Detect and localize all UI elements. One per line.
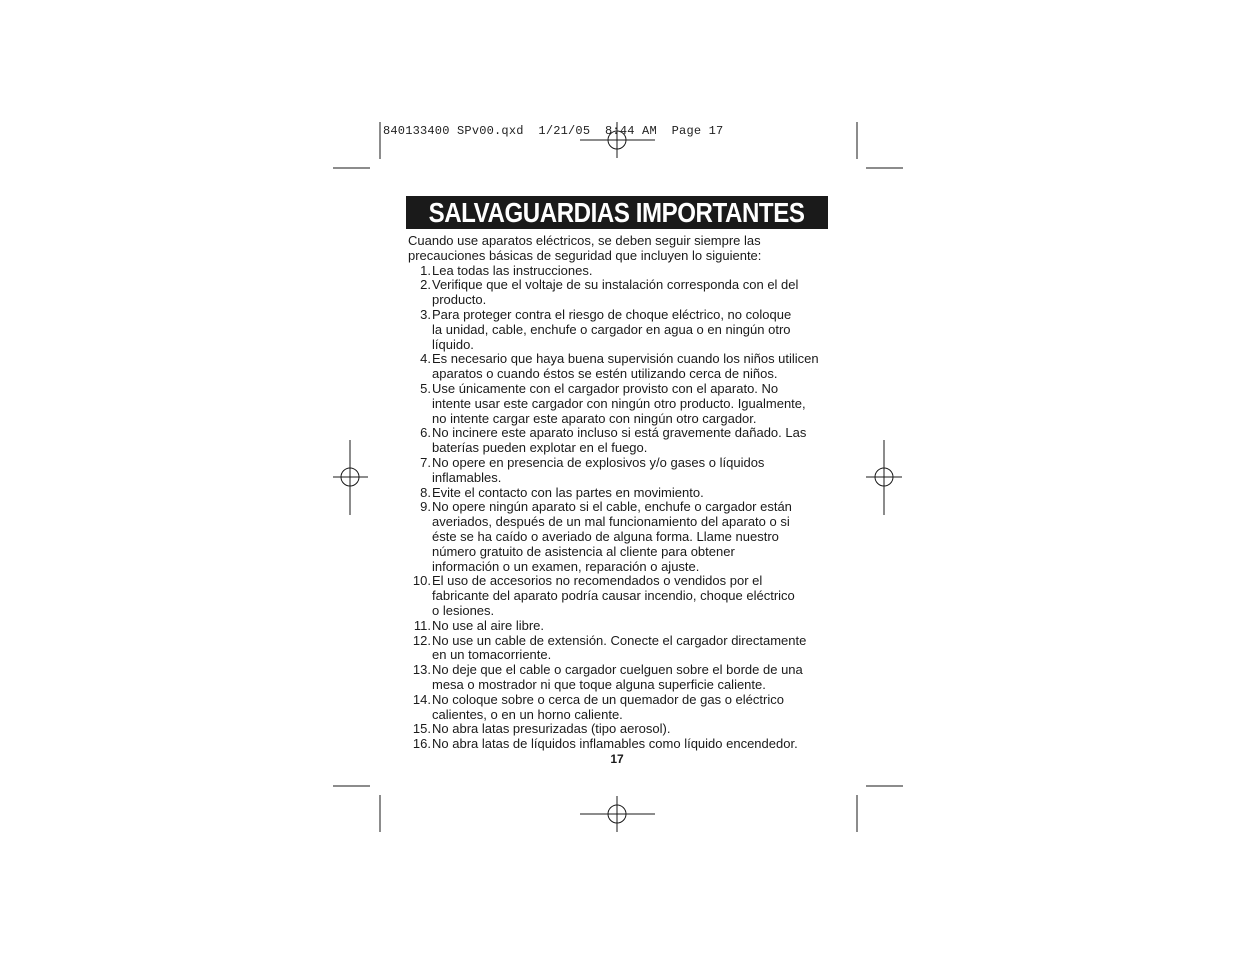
- registration-mark-bottom: [580, 796, 655, 832]
- list-item-number: 3.: [420, 306, 431, 322]
- title-banner: [406, 196, 828, 229]
- list-item-line: número gratuito de asistencia al cliente para obtener: [432, 543, 735, 559]
- list-item-text: [431, 574, 834, 618]
- list-item-number: 2.: [420, 277, 431, 293]
- list-item-line: mesa o mostrador ni que toque alguna superficie caliente.: [432, 676, 766, 692]
- list-item-number: 7.: [420, 454, 431, 470]
- list-item: [408, 500, 834, 574]
- list-item: [408, 663, 834, 693]
- list-item: [408, 737, 834, 752]
- list-item-line: Lea todas las instrucciones.: [432, 262, 593, 278]
- list-item-text: [431, 722, 834, 737]
- list-item-number: 16.: [412, 736, 431, 752]
- list-item: [408, 382, 834, 426]
- list-item-line: no intente cargar este aparato con ningún otro cargador.: [432, 410, 757, 426]
- list-item-number: 1.: [420, 262, 431, 278]
- list-item-line: Evite el contacto con las partes en movimiento.: [432, 484, 704, 500]
- list-item: [408, 574, 834, 618]
- list-item: [408, 264, 834, 279]
- list-item: [408, 693, 834, 723]
- list-item-number: 6.: [420, 425, 431, 441]
- list-item-line: calientes, o en un horno caliente.: [432, 706, 623, 722]
- list-item-text: [431, 663, 834, 693]
- list-item-line: No opere en presencia de explosivos y/o gases o líquidos: [432, 454, 765, 470]
- file-slug: 840133400 SPv00.qxd 1/21/05 8:44 AM Page 17: [383, 124, 724, 138]
- list-item-number: 14.: [412, 691, 431, 707]
- list-item-number: 9.: [420, 499, 431, 515]
- list-item-number: 12.: [412, 632, 431, 648]
- list-item-line: No opere ningún aparato si el cable, enchufe o cargador están: [432, 499, 792, 515]
- list-item-line: No deje que el cable o cargador cuelguen sobre el borde de una: [432, 662, 803, 678]
- list-item-line: Para proteger contra el riesgo de choque eléctrico, no coloque: [432, 306, 792, 322]
- safeguards-list: [408, 264, 834, 752]
- list-item-text: [431, 634, 834, 664]
- list-item-text: [431, 486, 834, 501]
- list-item-line: fabricante del aparato podría causar incendio, choque eléctrico: [432, 588, 795, 604]
- list-item-line: El uso de accesorios no recomendados o vendidos por el: [432, 573, 763, 589]
- list-item-text: [431, 619, 834, 634]
- list-item-number: 5.: [420, 380, 431, 396]
- list-item-text: [431, 500, 834, 574]
- safeguards-content: [408, 234, 834, 752]
- list-item-line: Verifique que el voltaje de su instalación corresponda con el del: [432, 277, 799, 293]
- list-item-text: [431, 737, 834, 752]
- list-item: [408, 486, 834, 501]
- list-item-line: Es necesario que haya buena supervisión cuando los niños utilicen: [432, 351, 819, 367]
- list-item: [408, 278, 834, 308]
- registration-mark-left: [333, 440, 368, 515]
- list-item-line: No use un cable de extensión. Conecte el cargador directamente: [432, 632, 807, 648]
- page-title: SALVAGUARDIAS IMPORTANTES: [429, 196, 805, 228]
- page-number: 17: [610, 752, 624, 766]
- list-item: [408, 308, 834, 352]
- list-item-line: No incinere este aparato incluso si está gravemente dañado. Las: [432, 425, 807, 441]
- list-item: [408, 456, 834, 486]
- list-item-line: en un tomacorriente.: [432, 647, 552, 663]
- list-item-text: [431, 264, 834, 279]
- list-item-line: averiados, después de un mal funcionamiento del aparato o si: [432, 514, 790, 530]
- list-item-text: [431, 693, 834, 723]
- list-item-line: No abra latas presurizadas (tipo aerosol).: [432, 721, 671, 737]
- list-item-text: [431, 352, 834, 382]
- list-item: [408, 619, 834, 634]
- list-item-line: éste se ha caído o averiado de alguna forma. Llame nuestro: [432, 528, 779, 544]
- list-item-line: No coloque sobre o cerca de un quemador de gas o eléctrico: [432, 691, 784, 707]
- list-item-number: 13.: [412, 662, 431, 678]
- list-item-line: No use al aire libre.: [432, 617, 544, 633]
- list-item-text: [431, 456, 834, 486]
- list-item-number: 8.: [420, 484, 431, 500]
- list-item-line: o lesiones.: [432, 602, 495, 618]
- list-item-text: [431, 308, 834, 352]
- list-item-line: la unidad, cable, enchufe o cargador en agua o en ningún otro: [432, 321, 791, 337]
- registration-mark-right: [866, 440, 902, 515]
- list-item-text: [431, 426, 834, 456]
- list-item-line: líquido.: [432, 336, 474, 352]
- list-item: [408, 426, 834, 456]
- list-item-line: información o un examen, reparación o ajuste.: [432, 558, 700, 574]
- list-item: [408, 634, 834, 664]
- list-item-number: 4.: [420, 351, 431, 367]
- list-item-number: 15.: [412, 721, 431, 737]
- list-item: [408, 352, 834, 382]
- list-item-text: [431, 278, 834, 308]
- list-item-line: No abra latas de líquidos inflamables como líquido encendedor.: [432, 736, 798, 752]
- list-item-line: aparatos o cuando éstos se estén utilizando cerca de niños.: [432, 366, 778, 382]
- list-item-number: 10.: [412, 573, 431, 589]
- list-item-line: inflamables.: [432, 469, 502, 485]
- list-item-line: producto.: [432, 292, 487, 308]
- intro-text: Cuando use aparatos eléctricos, se deben seguir siempre las precauciones básicas de seguridad que incluyen lo siguiente:: [408, 233, 762, 263]
- list-item-line: baterías pueden explotar en el fuego.: [432, 440, 648, 456]
- list-item: [408, 722, 834, 737]
- list-item-line: intente usar este cargador con ningún otro producto. Igualmente,: [432, 395, 806, 411]
- list-item-line: Use únicamente con el cargador provisto con el aparato. No: [432, 380, 779, 396]
- list-item-text: [431, 382, 834, 426]
- list-item-number: 11.: [413, 617, 431, 633]
